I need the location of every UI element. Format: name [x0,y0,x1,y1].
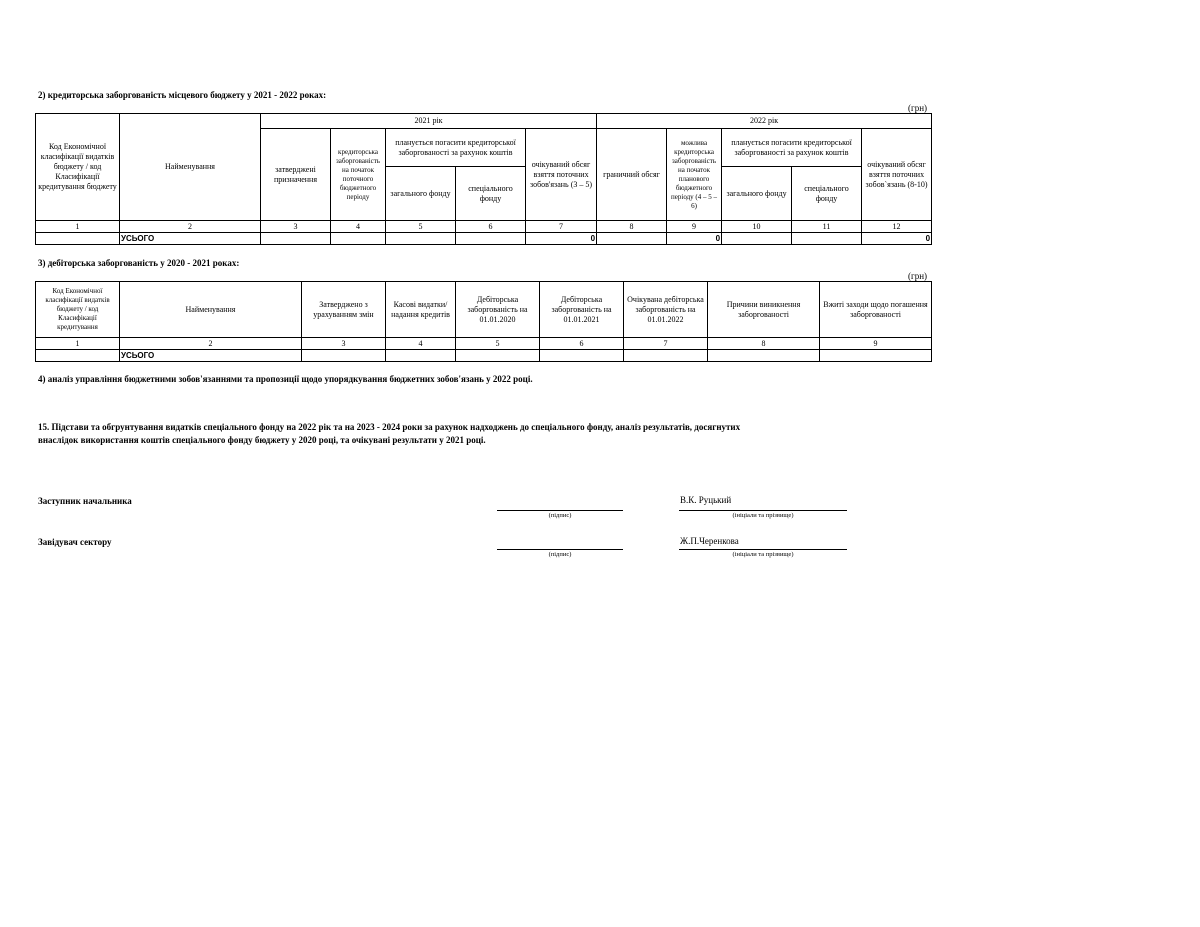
payables-table [35,113,932,245]
signer-name: Ж.П.Черенкова [680,536,739,546]
header-code: Код Економічної класифікації видатків бюджету / код Класифікації кредитування бюджету [36,114,120,221]
signer-position: Заступник начальника [38,496,132,506]
section4-title: 4) аналіз управління бюджетними зобов'язаннями та пропозиції щодо упорядкування бюджетних зобов'язань у 2022 році. [38,374,533,384]
header-general-fund: загального фонду [386,167,456,221]
header-expected-2021: очікуваний обсяг взяття поточних зобов'язань (3 – 5) [526,129,597,221]
header-planned-repay-2022: планується погасити кредиторської заборгованості за рахунок коштів [722,129,862,167]
header-expected-2022: очікуваний обсяг взяття поточних зобов`язань (8-10) [862,129,932,221]
col-number: 3 [261,221,331,233]
header-possible-payable: можлива кредиторська заборгованість на початок планового бюджетного періоду (4 – 5 – 6) [667,129,722,221]
col-number: 3 [302,338,386,350]
section2-title: 2) кредиторська заборгованість місцевого бюджету у 2021 - 2022 роках: [38,90,327,100]
header-payable-start: кредиторська заборгованість на початок поточного бюджетного періоду [331,129,386,221]
column-number-row [36,221,932,233]
col-number: 5 [456,338,540,350]
col-number: 7 [526,221,597,233]
header-code: Код Економічної класифікації видатків бюджету / код Класифікації кредитування [36,282,120,338]
total-expected-2021: 0 [526,233,597,245]
col-number: 5 [386,221,456,233]
signature-hint: (підпис) [548,512,572,519]
total-expected-2022: 0 [862,233,932,245]
col-number: 2 [120,338,302,350]
header-receivables-2022: Очікувана дебіторська заборгованість на 01.01.2022 [624,282,708,338]
col-number: 9 [667,221,722,233]
header-receivables-2020: Дебіторська заборгованість на 01.01.2020 [456,282,540,338]
col-number: 1 [36,221,120,233]
signer-position: Завідувач сектору [38,537,112,547]
col-number: 12 [862,221,932,233]
section2-unit: (грн) [908,103,928,113]
col-number: 9 [820,338,932,350]
header-year-2021: 2021 рік [261,114,597,129]
signature-line [497,510,623,511]
name-hint: (ініціали та прізвище) [732,551,794,558]
col-number: 8 [708,338,820,350]
section3-title: 3) дебіторська заборгованість у 2020 - 2021 роках: [38,258,240,268]
signature-line [497,549,623,550]
section15-line1: 15. Підстави та обгрунтування видатків спеціального фонду на 2022 рік та на 2023 - 2024 роки за рахунок надходжень до спеціального фонду, аналіз результатів, досягнутих [38,422,741,432]
col-number: 10 [722,221,792,233]
header-name: Найменування [120,114,261,221]
header-year-2022: 2022 рік [597,114,932,129]
header-special-fund: спеціального фонду [456,167,526,221]
col-number: 4 [331,221,386,233]
total-row [36,350,932,362]
total-label: УСЬОГО [120,350,302,362]
signature-hint: (підпис) [548,551,572,558]
header-limit: граничний обсяг [597,129,667,221]
header-cash: Касові видатки/ надання кредитів [386,282,456,338]
name-hint: (ініціали та прізвище) [732,512,794,519]
header-general-fund-2022: загального фонду [722,167,792,221]
header-name: Найменування [120,282,302,338]
header-approved: затверджені призначення [261,129,331,221]
section15-line2: внаслідок використання коштів спеціального фонду бюджету у 2020 році, та очікувані результати у 2021 році. [38,435,486,445]
header-special-fund-2022: спеціального фонду [792,167,862,221]
section15-paragraph [38,421,828,447]
header-receivables-2021: Дебіторська заборгованість на 01.01.2021 [540,282,624,338]
header-measures: Вжиті заходи щодо погашення заборгованості [820,282,932,338]
total-row [36,233,932,245]
header-approved: Затверджено з урахуванням змін [302,282,386,338]
signer-name: В.К. Руцький [680,495,732,505]
name-line [679,549,847,550]
total-possible-payable: 0 [667,233,722,245]
header-planned-repay: планується погасити кредиторської заборгованості за рахунок коштів [386,129,526,167]
col-number: 2 [120,221,261,233]
col-number: 7 [624,338,708,350]
section3-unit: (грн) [908,271,928,281]
col-number: 6 [540,338,624,350]
name-line [679,510,847,511]
col-number: 8 [597,221,667,233]
header-reasons: Причини виникнення заборгованості [708,282,820,338]
receivables-table [35,281,932,362]
col-number: 6 [456,221,526,233]
col-number: 11 [792,221,862,233]
col-number: 4 [386,338,456,350]
column-number-row [36,338,932,350]
total-label: УСЬОГО [120,233,261,245]
col-number: 1 [36,338,120,350]
